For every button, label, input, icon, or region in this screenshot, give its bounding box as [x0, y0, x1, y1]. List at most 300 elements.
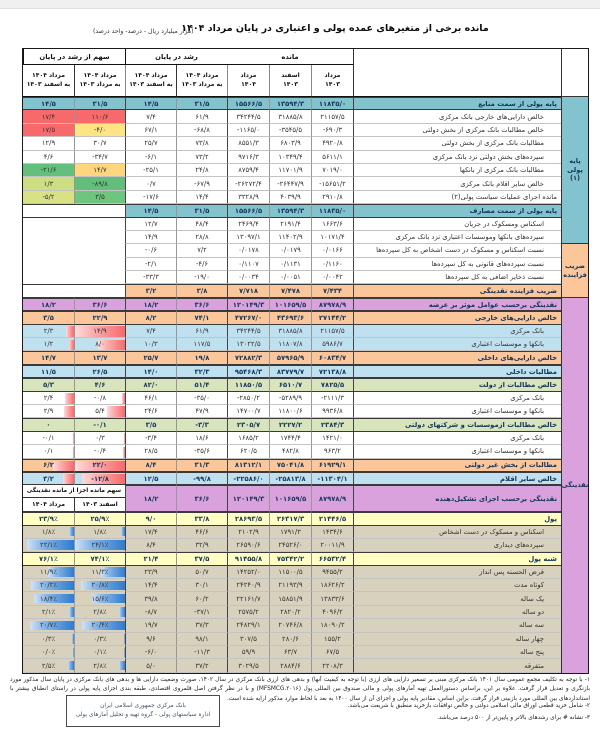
growth-value: ۷۳/۸ — [195, 139, 209, 148]
growth-value: ۱۷/۴ — [144, 527, 158, 536]
window-top-strip — [0, 0, 600, 9]
balance-cell — [227, 526, 269, 539]
balance-cell — [311, 445, 353, 458]
nested-col-mordad: مرداد ۱۴۰۴ — [32, 501, 65, 509]
growth-value: ۱۴/۴ — [144, 581, 158, 590]
header-bal-mordad03: مرداد ۱۴۰۳ — [311, 65, 353, 96]
growth-value: ۹۸/۱ — [195, 634, 209, 643]
balance-value: -۶۹۰/۳ — [322, 125, 343, 134]
row-label: نقدینگی برحسب عوامل موثر بر عرضه — [353, 298, 561, 311]
growth-cell — [125, 552, 176, 565]
balance-cell — [311, 566, 353, 579]
share-value: ۰/۰٪ — [41, 648, 56, 657]
share-cell — [23, 418, 74, 431]
balance-cell — [269, 405, 311, 418]
footnote-3: ۳- نشانه # برای رشدهای بالاتر و پایین‌تر از ۵۰۰ درصد می‌باشد. — [436, 715, 590, 721]
growth-value: -۳/۴ — [144, 433, 158, 442]
growth-value: ۷۴/۱ — [194, 313, 210, 322]
balance-value: ۵۶۱۱/۱ — [322, 152, 343, 161]
balance-value: ۲۸۲۰/۲ — [280, 608, 301, 617]
balance-cell — [269, 418, 311, 431]
balance-cell — [269, 204, 311, 217]
growth-value: ۶۱/۹ — [195, 112, 209, 121]
balance-cell — [269, 432, 311, 445]
balance-cell — [227, 566, 269, 579]
balance-cell — [311, 244, 353, 257]
share-cell — [74, 325, 125, 338]
balance-cell — [227, 351, 269, 364]
share-cell — [23, 325, 74, 338]
growth-cell — [125, 191, 176, 204]
share-value: ۳۶/۶ — [92, 300, 108, 309]
table-row — [23, 592, 561, 605]
share-merged-empty — [23, 271, 125, 284]
growth-value: -۱۹/۰ — [194, 273, 210, 282]
balance-value: ۶۰۸۳۴/۷ — [318, 354, 347, 363]
row-label: ضریب فزاینده نقدینگی — [353, 284, 561, 297]
share-value: ۲۶/۵ — [92, 367, 108, 376]
balance-value: ۱۰۳۴۹/۴ — [278, 152, 303, 161]
balance-value: ۱۵۵۶۶/۵ — [234, 99, 263, 108]
table-row — [23, 151, 561, 164]
growth-value: ۲۵/۷ — [143, 354, 159, 363]
row-label: سپرده‌های دیداری — [353, 539, 561, 552]
growth-cell — [176, 231, 227, 244]
balance-value: ۷۵۳۴۲/۲ — [276, 554, 305, 563]
row-label: خالص مطالبات ازموسسات و شرکتهای دولتی — [353, 418, 561, 431]
balance-cell — [269, 164, 311, 177]
table-row — [23, 325, 561, 338]
balance-value: ۳۴۲۴۴/۵ — [236, 326, 261, 335]
balance-cell — [311, 365, 353, 378]
row-label: نسبت اسکناس و مسکوک در دست اشخاص به کل سپرده‌ها — [353, 244, 561, 257]
balance-cell — [269, 191, 311, 204]
table-row — [23, 633, 561, 646]
table-row — [23, 659, 561, 672]
growth-cell — [176, 432, 227, 445]
share-value: ۱۱/۹٪ — [40, 567, 57, 576]
growth-value: ۱۹/۸ — [194, 354, 210, 363]
share-cell — [23, 646, 74, 659]
header-label-spacer — [353, 49, 561, 96]
share-cell — [74, 164, 125, 177]
row-label: بانکها و موسسات اعتباری — [353, 445, 561, 458]
growth-value: ۱۲/۵ — [143, 474, 159, 483]
balance-value: ۲۰۷۴۶/۸ — [278, 621, 303, 630]
balance-value: ۲۱۰۲/۹ — [238, 527, 259, 536]
blue-databar — [72, 634, 73, 643]
balance-value: ۰/۱۱۳۱ — [280, 259, 301, 268]
share-value: ۱۱/۵ — [41, 367, 56, 376]
growth-value: ۴۸/۴ — [195, 219, 209, 228]
balance-value: ۷۸۲۵/۵ — [320, 380, 345, 389]
balance-value: ۱۴۳۴/۶ — [322, 527, 343, 536]
share-cell — [23, 566, 74, 579]
growth-value: ۰/۷ — [146, 179, 156, 188]
balance-value: ۵۹۸۶/۷ — [322, 340, 343, 349]
header-bal-esfand03: اسفند ۱۴۰۳ — [269, 65, 311, 96]
row-label: شبه پول — [353, 552, 561, 565]
row-label: بانک مرکزی — [353, 325, 561, 338]
balance-value: ۱۶۸۵/۲ — [238, 433, 259, 442]
share-value: ۱۴/۹ — [93, 326, 107, 335]
table-row — [23, 124, 561, 137]
balance-value: ۶۳/۷ — [283, 648, 298, 657]
balance-value: ۸۳۷۷۹/۷ — [276, 367, 305, 376]
share-cell — [74, 606, 125, 619]
balance-value: ۶۶۵۳۲/۴ — [318, 554, 347, 563]
share-value: ۳/۵ — [43, 313, 54, 322]
balance-value: ۱۴۲۱/۰ — [322, 433, 343, 442]
balance-value: ۶۲۰/۵ — [240, 447, 257, 456]
growth-value: ۷/۲ — [197, 246, 207, 255]
table-row — [23, 646, 561, 659]
red-databar — [64, 406, 74, 418]
balance-value: ۲۴۵۲۶/۰ — [278, 541, 303, 550]
balance-cell — [269, 258, 311, 271]
share-cell — [23, 619, 74, 632]
share-value: ۴/۶ — [94, 380, 106, 389]
balance-cell — [311, 592, 353, 605]
row-label: خالص مطالبات از دولت — [353, 378, 561, 391]
header-growth-ytd: مرداد ۱۴۰۴ به اسفند ۱۴۰۳ — [125, 65, 176, 96]
growth-value: ۱۸/۲ — [143, 300, 159, 309]
share-merged-empty — [23, 231, 125, 244]
balance-value: -۲۸۵۰/۲ — [237, 393, 260, 402]
growth-cell — [125, 659, 176, 672]
balance-cell — [227, 271, 269, 284]
growth-value: ۹/۰ — [145, 514, 157, 523]
balance-value: ۲۱۱۵۷/۵ — [320, 112, 345, 121]
share-cell — [23, 191, 74, 204]
growth-value: ۲۴/۶ — [144, 407, 158, 416]
table-body — [23, 97, 561, 673]
growth-value: -۶۸/۸ — [194, 125, 210, 134]
balance-cell — [269, 485, 311, 512]
balance-cell — [311, 311, 353, 324]
share-cell — [23, 378, 74, 391]
growth-value: ۳۲/۳ — [194, 367, 210, 376]
growth-cell — [176, 405, 227, 418]
share-cell — [23, 110, 74, 123]
balance-value: -۵۲۸۹/۹ — [279, 393, 302, 402]
share-cell — [74, 552, 125, 565]
balance-value: ۹۱۴۵۵/۸ — [234, 554, 263, 563]
table-row — [23, 298, 561, 311]
growth-value: ۱۲/۷ — [144, 219, 158, 228]
share-value: ۲۲/۰ — [92, 461, 108, 470]
balance-cell — [311, 325, 353, 338]
balance-value: ۱۰۱۶۵۹/۵ — [274, 300, 307, 309]
balance-cell — [227, 365, 269, 378]
table-row — [23, 311, 561, 324]
share-cell — [74, 619, 125, 632]
balance-cell — [311, 512, 353, 525]
balance-cell — [269, 445, 311, 458]
balance-cell — [269, 392, 311, 405]
table-row — [23, 539, 561, 552]
balance-cell — [269, 619, 311, 632]
share-cell — [74, 298, 125, 311]
balance-value: ۷/۷۱۸ — [238, 287, 259, 296]
balance-value: ۱۰۱۷۱/۴ — [320, 233, 345, 242]
balance-value: ۲۴۶۹/۴ — [238, 219, 259, 228]
growth-cell — [176, 365, 227, 378]
row-label: نقدینگی برحسب اجزای تشکیل‌دهنده — [353, 485, 561, 512]
growth-cell — [176, 539, 227, 552]
balance-cell — [269, 512, 311, 525]
share-value: ۱۴/۷ — [41, 354, 56, 363]
balance-cell — [311, 619, 353, 632]
balance-value: ۶۷/۵ — [325, 648, 340, 657]
row-label: خالص دارایی‌های خارجی — [353, 311, 561, 324]
growth-cell — [125, 258, 176, 271]
balance-cell — [269, 311, 311, 324]
growth-value: ۳۳/۸ — [194, 514, 210, 523]
growth-cell — [176, 298, 227, 311]
balance-value: -۱۵۶۵۱/۲ — [319, 179, 346, 188]
share-cell — [74, 405, 125, 418]
growth-cell — [125, 351, 176, 364]
growth-cell — [125, 445, 176, 458]
growth-cell — [125, 592, 176, 605]
growth-cell — [125, 646, 176, 659]
share-value: ۱/۸٪ — [41, 527, 56, 536]
balance-cell — [227, 472, 269, 485]
share-cell — [74, 124, 125, 137]
table-row — [23, 244, 561, 257]
row-label: اسکناس ومسکوک در جریان — [353, 218, 561, 231]
table-row — [23, 445, 561, 458]
share-cell — [23, 405, 74, 418]
row-label: نسبت ذخایر اضافی به کل سپرده‌ها — [353, 271, 561, 284]
growth-cell — [176, 325, 227, 338]
growth-cell — [125, 137, 176, 150]
share-cell — [74, 311, 125, 324]
growth-value: ۸/۲ — [145, 313, 157, 322]
balance-value: ۲۶۵۹۰/۶ — [236, 541, 261, 550]
table-main — [23, 49, 561, 673]
balance-value: ۵۹/۹ — [241, 648, 256, 657]
share-value: ۱۷/۴ — [41, 112, 56, 121]
balance-cell — [311, 284, 353, 297]
balance-value: ۴۰۳۹/۹ — [280, 192, 301, 201]
row-label: خالص سایر اقلام بانک مرکزی — [353, 177, 561, 190]
share-value: ۲/۸٪ — [93, 608, 107, 617]
share-cell — [74, 579, 125, 592]
red-databar — [73, 433, 74, 445]
balance-cell — [227, 258, 269, 271]
share-value: ۲۰/۴٪ — [91, 621, 109, 630]
balance-value: ۱۵۵/۲ — [324, 634, 341, 643]
row-label: مانده اجرای عملیات سیاست پولی(۲) — [353, 191, 561, 204]
share-cell — [74, 539, 125, 552]
share-nested-header — [23, 485, 125, 512]
growth-value: -۰/۶ — [144, 246, 158, 255]
share-cell — [23, 137, 74, 150]
group-label — [562, 49, 588, 97]
balance-cell — [227, 592, 269, 605]
footnote-1: ۱- با توجه به تکلیف مجمع عمومی سال ۱۴۰۱ بانک مرکزی مبنی بر تسعیر دارایی های ارزی (با توجه به کیفیت آنها) و بدهی های ارزی بانک مرکزی در سال ۱۴۰۲، صورت وضعیت دارایی ها و بدهی های بانک مرکزی در پایان سال مذکور مورد بازنگری و تعدیل قرار گرفت. علاوه بر این، براساس دستورالعمل تهیه آمارهای پولی و مالی صندوق بین المللی پول (MFSMCG.۲۰۱۶) و با در نظر گرفتن اصل قلمروی اقتصادی، طبقه بندی اجزای پایه پولی در راستای انطباق بیشتر با استانداردهای بین المللی مورد بازبینی قرار گرفت. براین اساس، مقادیر پایه پولی و اجزای آن از سال ۱۴۰۰ به بعد با لحاظ موارد مذکور ارایه شده است. — [10, 677, 590, 702]
growth-value: -۶/۱ — [144, 152, 158, 161]
share-cell — [74, 110, 125, 123]
header-growth-yoy: مرداد ۱۴۰۴ به مرداد ۱۴۰۳ — [176, 65, 227, 96]
balance-value: ۱۱۸۳۵/۰ — [318, 206, 347, 215]
share-value: -۲۱/۶ — [40, 166, 57, 175]
growth-value: ۲۱/۴ — [143, 554, 159, 563]
growth-value: ۵۰/۷ — [195, 567, 209, 576]
growth-cell — [125, 472, 176, 485]
balance-cell — [269, 646, 311, 659]
share-value: ۲۰/۸٪ — [91, 581, 109, 590]
row-label: کوتاه مدت — [353, 579, 561, 592]
balance-cell — [227, 338, 269, 351]
growth-cell — [125, 579, 176, 592]
share-merged-empty — [23, 244, 125, 257]
group-label-column — [561, 49, 588, 673]
balance-cell — [311, 351, 353, 364]
share-value: ۱۷/۵ — [41, 125, 56, 134]
growth-value: ۹/۶ — [146, 634, 156, 643]
group-label: نقدینگی — [562, 298, 588, 673]
balance-cell — [311, 110, 353, 123]
monetary-table — [22, 48, 589, 674]
red-databar — [122, 393, 125, 405]
table-row — [23, 231, 561, 244]
growth-cell — [176, 552, 227, 565]
share-value: ۴/۶ — [43, 152, 54, 161]
growth-value: ۴۷/۹ — [195, 407, 209, 416]
balance-cell — [269, 526, 311, 539]
share-value: ۸/۰ — [95, 340, 105, 349]
balance-cell — [227, 124, 269, 137]
balance-cell — [227, 485, 269, 512]
balance-cell — [269, 244, 311, 257]
share-cell — [23, 659, 74, 672]
balance-value: ۱۱۸۰۷/۸ — [278, 340, 303, 349]
unit-note: (هزار میلیارد ریال - درصد- واحد درصد) — [93, 28, 194, 35]
red-databar — [65, 393, 73, 405]
growth-value: ۶۰/۲ — [195, 594, 209, 603]
balance-value: ۹۹۳۶/۸ — [322, 407, 343, 416]
growth-cell — [125, 539, 176, 552]
growth-cell — [125, 97, 176, 110]
balance-cell — [311, 204, 353, 217]
balance-value: ۴۰۹۶/۲ — [322, 608, 343, 617]
share-value: ۲۲/۱٪ — [40, 541, 57, 550]
balance-value: -۲۵۸۱۳/۸ — [275, 474, 306, 483]
share-value: -۱۲/۸ — [91, 474, 109, 483]
share-value: ۲۵/۹٪ — [90, 514, 110, 523]
balance-value: ۷۲۸۸۲/۳ — [234, 354, 263, 363]
balance-value: ۰/۰۱۷۹ — [280, 246, 301, 255]
share-value: ۰ — [46, 421, 51, 430]
balance-cell — [227, 579, 269, 592]
growth-value: -۳۷/۱ — [194, 608, 210, 617]
table-row — [23, 271, 561, 284]
balance-cell — [269, 378, 311, 391]
balance-cell — [269, 137, 311, 150]
header-share-ytd: مرداد ۱۴۰۴ به اسفند ۱۴۰۳ — [26, 71, 71, 88]
balance-value: ۲۲۱۶۱/۷ — [236, 594, 261, 603]
growth-value: ۷/۴ — [146, 112, 156, 121]
blue-databar — [121, 527, 125, 536]
header-numeric — [23, 49, 353, 96]
growth-value: ۱۴/۵ — [143, 99, 159, 108]
share-cell — [74, 378, 125, 391]
blue-databar — [69, 527, 73, 536]
share-cell — [23, 512, 74, 525]
growth-cell — [176, 164, 227, 177]
growth-cell — [176, 472, 227, 485]
balance-value: ۷۲۱۳۸/۸ — [318, 367, 347, 376]
balance-value: ۱۳۵۹۴/۳ — [276, 206, 305, 215]
balance-cell — [269, 606, 311, 619]
balance-value: ۱۸۰۹۰/۲ — [320, 621, 345, 630]
balance-value: ۱۵۵۶۶/۵ — [234, 206, 263, 215]
share-cell — [23, 552, 74, 565]
balance-value: -۱۱۳۰۴/۱ — [317, 474, 348, 483]
growth-cell — [125, 151, 176, 164]
balance-value: ۲۹۱۰/۸ — [322, 192, 343, 201]
red-databar — [124, 433, 125, 445]
red-databar — [53, 461, 74, 472]
growth-value: -۳۵/۰ — [194, 393, 210, 402]
balance-value: ۰/۰۰۳۴ — [238, 273, 259, 282]
row-label: پایه پولی از سمت منابع — [353, 97, 561, 110]
growth-value: ۱۴/۴ — [195, 192, 209, 201]
growth-value: ۳/۵ — [145, 421, 157, 430]
share-cell — [23, 392, 74, 405]
growth-cell — [176, 97, 227, 110]
header-groups-band — [23, 49, 353, 65]
table-row — [23, 405, 561, 418]
group-label: ضریب فزاینده — [562, 244, 588, 298]
share-cell — [23, 151, 74, 164]
balance-cell — [227, 445, 269, 458]
header-sub-band — [23, 65, 353, 96]
growth-cell — [176, 204, 227, 217]
share-cell — [74, 351, 125, 364]
balance-cell — [269, 298, 311, 311]
growth-value: ۷۳/۲ — [195, 152, 209, 161]
table-row — [23, 284, 561, 297]
balance-cell — [269, 365, 311, 378]
balance-cell — [311, 485, 353, 512]
blue-databar — [119, 607, 125, 616]
table-row — [23, 526, 561, 539]
balance-cell — [269, 459, 311, 472]
row-label: مطالبات از بخش غیر دولتی — [353, 459, 561, 472]
growth-cell — [125, 338, 176, 351]
share-cell — [74, 512, 125, 525]
share-value: -۴/۰ — [93, 125, 107, 134]
balance-cell — [227, 432, 269, 445]
growth-value: ۱۹/۷ — [144, 621, 158, 630]
balance-cell — [311, 418, 353, 431]
balance-cell — [227, 204, 269, 217]
balance-value: ۱۷۹۱/۳ — [280, 527, 301, 536]
balance-value: ۶۱۹۲۹/۱ — [318, 461, 347, 470]
growth-cell — [176, 284, 227, 297]
growth-cell — [176, 592, 227, 605]
balance-value: ۱۳۰۹۷/۱ — [236, 233, 261, 242]
balance-cell — [227, 311, 269, 324]
share-value: -۳۴/۷ — [92, 152, 108, 161]
share-cell — [23, 97, 74, 110]
balance-cell — [227, 405, 269, 418]
growth-value: -۳/۳ — [195, 421, 209, 430]
